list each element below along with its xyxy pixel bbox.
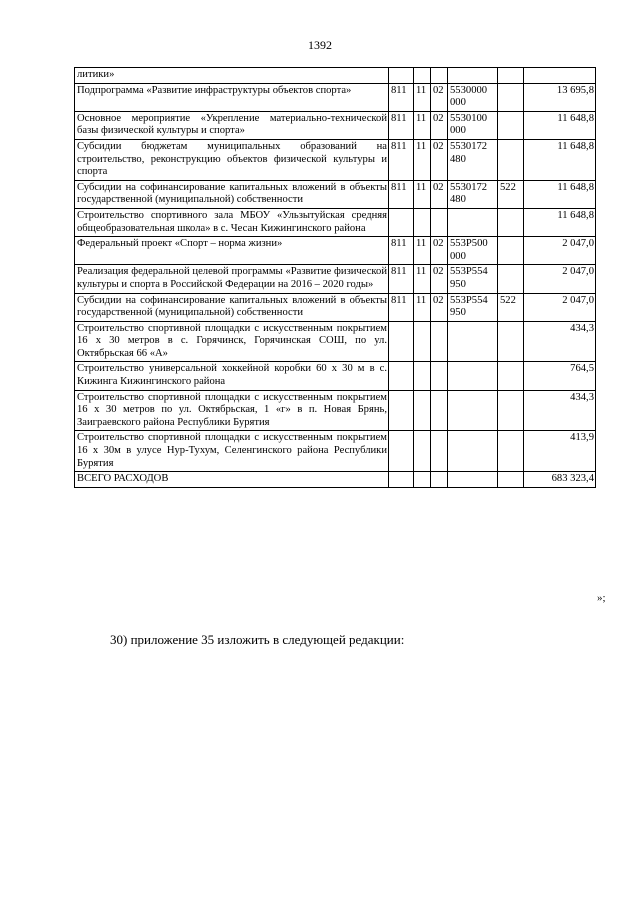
row-name-cell: Федеральный проект «Спорт – норма жизни» (75, 237, 389, 265)
admin-code-cell (389, 362, 414, 390)
admin-code-cell (389, 472, 414, 488)
table-row (75, 237, 596, 265)
amount-cell: 11 648,8 (524, 111, 596, 139)
expense-type-cell: 522 (498, 180, 524, 208)
subsection-code-cell: 02 (431, 293, 448, 321)
admin-code-cell (389, 431, 414, 472)
target-article-cell: 5530172 480 (448, 139, 498, 180)
amount-cell: 434,3 (524, 321, 596, 362)
section-code-cell: 11 (414, 265, 431, 293)
target-article-cell (448, 208, 498, 236)
section-code-cell: 11 (414, 237, 431, 265)
table-row (75, 321, 596, 362)
amount-cell: 413,9 (524, 431, 596, 472)
expense-type-cell (498, 321, 524, 362)
table-row (75, 83, 596, 111)
admin-code-cell (389, 208, 414, 236)
admin-code-cell: 811 (389, 293, 414, 321)
subsection-code-cell: 02 (431, 83, 448, 111)
section-code-cell (414, 390, 431, 431)
expense-type-cell (498, 431, 524, 472)
table-row (75, 472, 596, 488)
section-code-cell (414, 431, 431, 472)
target-article-cell: 553P554 950 (448, 265, 498, 293)
expense-type-cell (498, 265, 524, 293)
amount-cell: 2 047,0 (524, 265, 596, 293)
amount-cell: 764,5 (524, 362, 596, 390)
subsection-code-cell (431, 321, 448, 362)
table-row (75, 208, 596, 236)
table-row (75, 68, 596, 84)
admin-code-cell (389, 321, 414, 362)
row-name-cell: Строительство спортивной площадки с искусственным покрытием 16 х 30 метров по ул. Октябрьская, 1 «г» в п. Новая Брянь, Заиграевского района Республики Бурятия (75, 390, 389, 431)
table-row (75, 265, 596, 293)
subsection-code-cell: 02 (431, 180, 448, 208)
section-code-cell (414, 321, 431, 362)
row-name-cell: Реализация федеральной целевой программы «Развитие физической культуры и спорта в Российской Федерации на 2016 – 2020 годы» (75, 265, 389, 293)
subsection-code-cell (431, 208, 448, 236)
admin-code-cell (389, 390, 414, 431)
admin-code-cell: 811 (389, 139, 414, 180)
amount-cell: 683 323,4 (524, 472, 596, 488)
expense-type-cell (498, 83, 524, 111)
row-name-cell: Подпрограмма «Развитие инфраструктуры объектов спорта» (75, 83, 389, 111)
expense-type-cell: 522 (498, 293, 524, 321)
admin-code-cell: 811 (389, 237, 414, 265)
budget-table (74, 67, 596, 488)
admin-code-cell (389, 68, 414, 84)
amount-cell: 2 047,0 (524, 237, 596, 265)
section-code-cell (414, 362, 431, 390)
target-article-cell (448, 390, 498, 431)
table-row (75, 111, 596, 139)
row-name-cell: Строительство универсальной хоккейной коробки 60 х 30 м в с. Кижинга Кижингинского района (75, 362, 389, 390)
target-article-cell: 553P500 000 (448, 237, 498, 265)
row-name-cell: Субсидии бюджетам муниципальных образований на строительство, реконструкцию объектов физической культуры и спорта (75, 139, 389, 180)
admin-code-cell: 811 (389, 180, 414, 208)
subsection-code-cell (431, 362, 448, 390)
target-article-cell (448, 321, 498, 362)
target-article-cell: 5530172 480 (448, 180, 498, 208)
row-name-cell: Субсидии на софинансирование капитальных вложений в объекты государственной (муниципальной) собственности (75, 293, 389, 321)
admin-code-cell: 811 (389, 111, 414, 139)
table-row (75, 180, 596, 208)
expense-type-cell (498, 390, 524, 431)
subsection-code-cell: 02 (431, 237, 448, 265)
section-code-cell: 11 (414, 293, 431, 321)
amount-cell: 2 047,0 (524, 293, 596, 321)
amount-cell: 13 695,8 (524, 83, 596, 111)
target-article-cell (448, 68, 498, 84)
expense-type-cell (498, 111, 524, 139)
page-number: 1392 (308, 38, 332, 52)
subsection-code-cell (431, 431, 448, 472)
row-name-cell: Субсидии на софинансирование капитальных вложений в объекты государственной (муниципальной) собственности (75, 180, 389, 208)
target-article-cell (448, 431, 498, 472)
target-article-cell: 5530000 000 (448, 83, 498, 111)
expense-type-cell (498, 68, 524, 84)
table-row (75, 362, 596, 390)
section-code-cell: 11 (414, 180, 431, 208)
table-row (75, 293, 596, 321)
row-name-cell: литики» (75, 68, 389, 84)
table-row (75, 431, 596, 472)
admin-code-cell: 811 (389, 265, 414, 293)
section-code-cell (414, 472, 431, 488)
expense-type-cell (498, 208, 524, 236)
target-article-cell: 553P554 950 (448, 293, 498, 321)
expense-type-cell (498, 237, 524, 265)
amount-cell: 434,3 (524, 390, 596, 431)
amount-cell: 11 648,8 (524, 180, 596, 208)
subsection-code-cell: 02 (431, 265, 448, 293)
row-name-cell: Строительство спортивного зала МБОУ «Ульзытуйская средняя общеобразовательная школа» в с. Чесан Кижингинского района (75, 208, 389, 236)
row-name-cell: Строительство спортивной площадки с искусственным покрытием 16 х 30м в улусе Нур-Тухум, Селенгинского района Республики Бурятия (75, 431, 389, 472)
amount-cell: 11 648,8 (524, 208, 596, 236)
subsection-code-cell: 02 (431, 111, 448, 139)
section-code-cell: 11 (414, 111, 431, 139)
section-code-cell: 11 (414, 83, 431, 111)
subsection-code-cell: 02 (431, 139, 448, 180)
expense-type-cell (498, 472, 524, 488)
target-article-cell (448, 362, 498, 390)
table-row (75, 390, 596, 431)
row-name-cell: Основное мероприятие «Укрепление материально-технической базы физической культуры и спорта» (75, 111, 389, 139)
subsection-code-cell (431, 68, 448, 84)
section-code-cell: 11 (414, 139, 431, 180)
row-name-cell: Строительство спортивной площадки с искусственным покрытием 16 х 30 метров в с. Горячинск, Горячинская СОШ, по ул. Октябрьская 66 «А» (75, 321, 389, 362)
amendment-instruction: 30) приложение 35 изложить в следующей редакции: (110, 632, 405, 647)
row-name-cell: ВСЕГО РАСХОДОВ (75, 472, 389, 488)
admin-code-cell: 811 (389, 83, 414, 111)
target-article-cell: 5530100 000 (448, 111, 498, 139)
expense-type-cell (498, 362, 524, 390)
subsection-code-cell (431, 390, 448, 431)
table-row (75, 139, 596, 180)
amount-cell (524, 68, 596, 84)
amount-cell: 11 648,8 (524, 139, 596, 180)
section-code-cell (414, 208, 431, 236)
subsection-code-cell (431, 472, 448, 488)
section-code-cell (414, 68, 431, 84)
closing-quote-mark: »; (597, 592, 606, 604)
expense-type-cell (498, 139, 524, 180)
target-article-cell (448, 472, 498, 488)
